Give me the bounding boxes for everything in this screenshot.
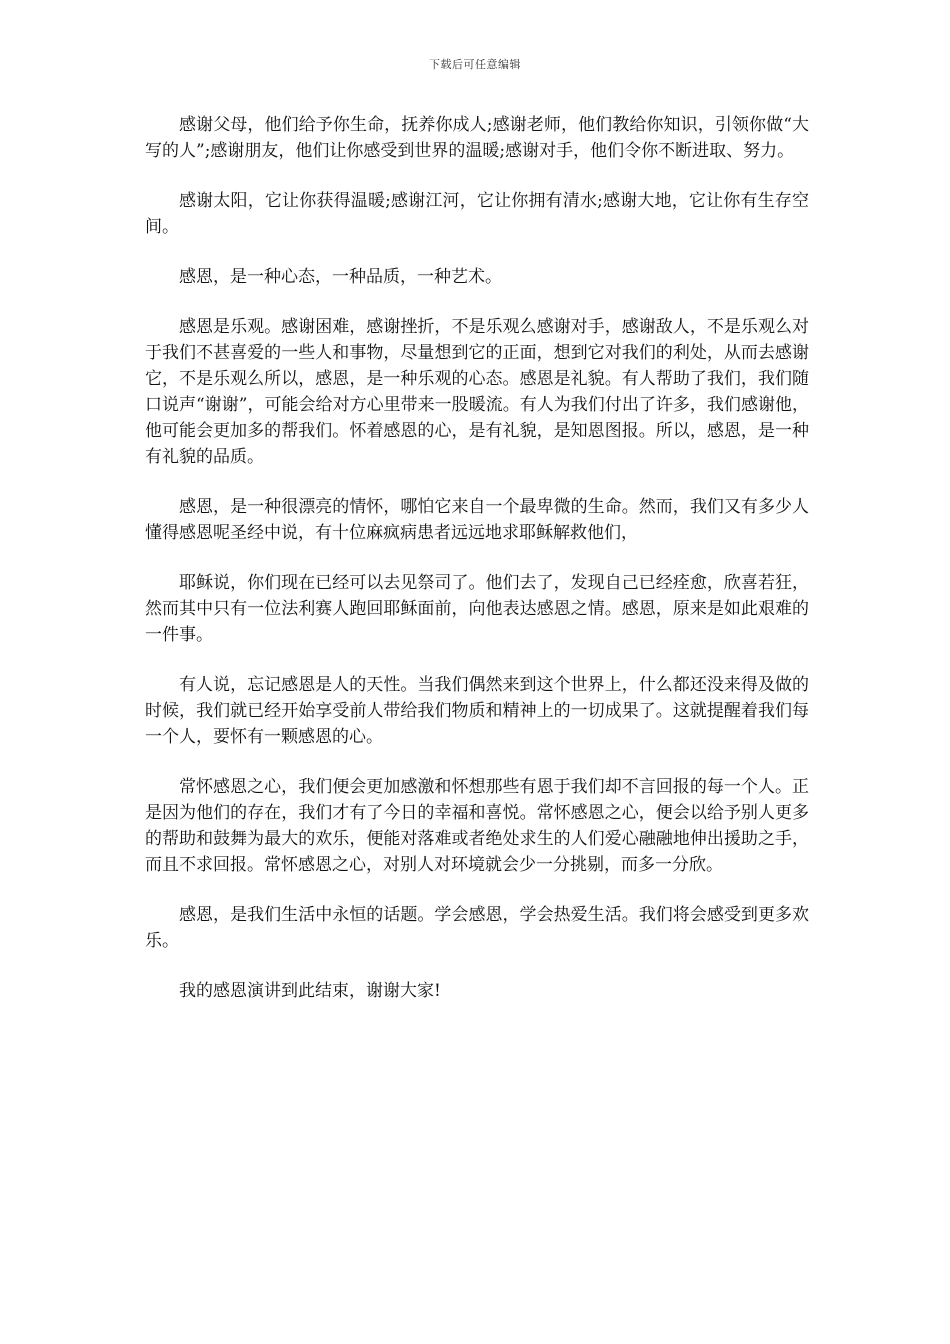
page-header: 下载后可任意编辑 xyxy=(429,58,521,71)
paragraph-2: 感谢太阳，它让你获得温暖;感谢江河，它让你拥有清水;感谢大地，它让你有生存空间。 xyxy=(145,191,809,237)
paragraph-4: 感恩是乐观。感谢困难，感谢挫折，不是乐观么感谢对手，感谢敌人，不是乐观么对于我们不甚喜爱的一些人和事物，尽量想到它的正面，想到它对我们的利处，从而去感谢它，不是乐观么所以，感恩，是一种乐观的心态。感恩是礼貌。有人帮助了我们，我们随口说声“谢谢”，可能会给对方心里带来一股暖流。有人为我们付出了许多，我们感谢他，他可能会更加多的帮我们。怀着感恩的心，是有礼貌，是知恩图报。所以，感恩，是一种有礼貌的品质。 xyxy=(145,317,809,467)
paragraph-6: 耶稣说，你们现在已经可以去见祭司了。他们去了，发现自己已经痊愈，欣喜若狂，然而其中只有一位法利赛人跑回耶稣面前，向他表达感恩之情。感恩，原来是如此艰难的一件事。 xyxy=(145,573,809,645)
paragraph-9: 感恩，是我们生活中永恒的话题。学会感恩，学会热爱生活。我们将会感受到更多欢乐。 xyxy=(145,905,809,951)
paragraph-3: 感恩，是一种心态，一种品质，一种艺术。 xyxy=(179,267,502,287)
paragraph-10: 我的感恩演讲到此结束，谢谢大家! xyxy=(179,981,441,1001)
paragraph-8: 常怀感恩之心，我们便会更加感激和怀想那些有恩于我们却不言回报的每一个人。正是因为他们的存在，我们才有了今日的幸福和喜悦。常怀感恩之心，便会以给予别人更多的帮助和鼓舞为最大的欢乐，便能对落难或者绝处求生的人们爱心融融地伸出援助之手，而且不求回报。常怀感恩之心，对别人对环境就会少一分挑剔，而多一分欣。 xyxy=(145,777,809,875)
paragraph-1: 感谢父母，他们给予你生命，抚养你成人;感谢老师，他们教给你知识，引领你做“大写的人”;感谢朋友，他们让你感受到世界的温暖;感谢对手，他们令你不断进取、努力。 xyxy=(145,115,809,161)
paragraph-7: 有人说，忘记感恩是人的天性。当我们偶然来到这个世界上，什么都还没来得及做的时候，我们就已经开始享受前人带给我们物质和精神上的一切成果了。这就提醒着我们每一个人，要怀有一颗感恩的心。 xyxy=(145,675,809,747)
document-body xyxy=(145,112,809,1028)
paragraph-5: 感恩，是一种很漂亮的情怀，哪怕它来自一个最卑微的生命。然而，我们又有多少人懂得感恩呢圣经中说，有十位麻疯病患者远远地求耶稣解救他们， xyxy=(145,497,809,543)
